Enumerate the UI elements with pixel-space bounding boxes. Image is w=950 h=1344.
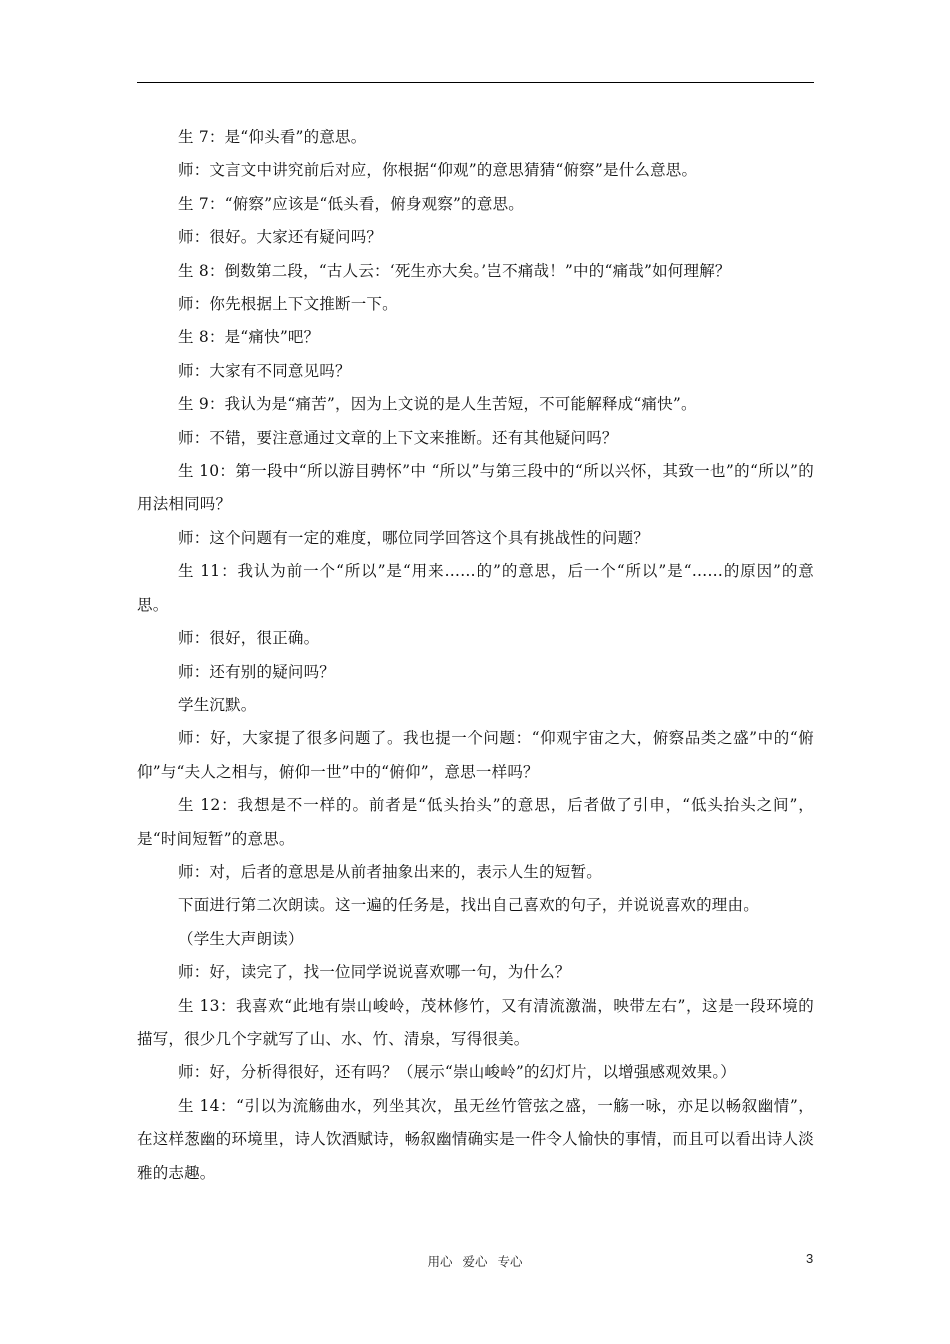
paragraph: 生 7：是“仰头看”的意思。 <box>178 128 367 146</box>
paragraph: 师：大家有不同意见吗？ <box>178 361 351 380</box>
paragraph: 生 8：是“痛快”吧？ <box>178 328 320 347</box>
paragraph: 生 13：我喜欢“此地有崇山峻岭，茂林修竹，又有清流激湍，映带左右”，这是一段环境的描写，很少几个字就写了山、水、竹、清泉，写得很美。 <box>137 996 814 1048</box>
paragraph: 师：文言文中讲究前后对应，你根据“仰观”的意思猜猜“俯察”是什么意思。 <box>178 161 698 180</box>
footer-slogan: 用心 爱心 专心 <box>427 1254 523 1269</box>
paragraph: 师：不错，要注意通过文章的上下文来推断。还有其他疑问吗？ <box>178 428 618 447</box>
header-rule <box>137 82 814 83</box>
paragraph: 生 9：我认为是“痛苦”，因为上文说的是人生苦短，不可能解释成“痛快”。 <box>178 395 697 414</box>
paragraph: 师：好，大家提了很多问题了。我也提一个问题：“仰观宇宙之大，俯察品类之盛”中的“俯仰”与“夫人之相与，俯仰一世”中的“俯仰”，意思一样吗？ <box>137 729 814 781</box>
paragraph: 生 7：“俯察”应该是“低头看，俯身观察”的意思。 <box>178 194 524 213</box>
paragraph: 师：很好，很正确。 <box>178 629 320 648</box>
document-body <box>137 121 814 1190</box>
paragraph: 生 14：“引以为流觞曲水，列坐其次，虽无丝竹管弦之盛，一觞一咏，亦足以畅叙幽情”，在这样葱幽的环境里，诗人饮酒赋诗，畅叙幽情确实是一件令人愉快的事情，而且可以看出诗人淡雅的志趣。 <box>137 1096 814 1182</box>
paragraph: 下面进行第二次朗读。这一遍的任务是，找出自己喜欢的句子，并说说喜欢的理由。 <box>178 896 759 915</box>
paragraph: 师：很好。大家还有疑问吗？ <box>178 228 383 247</box>
paragraph: 生 12：我想是不一样的。前者是“低头抬头”的意思，后者做了引申，“低头抬头之间”，是“时间短暂”的意思。 <box>137 796 814 848</box>
paragraph: 师：你先根据上下文推断一下。 <box>178 295 398 314</box>
paragraph: 师：还有别的疑问吗？ <box>178 662 336 681</box>
paragraph: 师：这个问题有一定的难度，哪位同学回答这个具有挑战性的问题？ <box>178 528 650 547</box>
paragraph: 生 10：第一段中“所以游目骋怀”中 “所以”与第三段中的“所以兴怀，其致一也”的“所以”的用法相同吗？ <box>137 462 814 514</box>
page-number: 3 <box>806 1251 814 1266</box>
paragraph: 师：好，读完了，找一位同学说说喜欢哪一句，为什么？ <box>178 963 571 982</box>
paragraph: （学生大声朗读） <box>178 929 304 948</box>
paragraph: 生 11：我认为前一个“所以”是“用来……的”的意思，后一个“所以”是“……的原因”的意思。 <box>137 562 814 614</box>
paragraph: 学生沉默。 <box>178 695 257 714</box>
paragraph: 生 8：倒数第二段，“古人云：‘死生亦大矣。’岂不痛哉！”中的“痛哉”如何理解？ <box>178 261 731 280</box>
paragraph: 师：对，后者的意思是从前者抽象出来的，表示人生的短暂。 <box>178 862 602 881</box>
paragraph: 师：好，分析得很好，还有吗？（展示“崇山峻岭”的幻灯片，以增强感观效果。） <box>178 1063 737 1082</box>
